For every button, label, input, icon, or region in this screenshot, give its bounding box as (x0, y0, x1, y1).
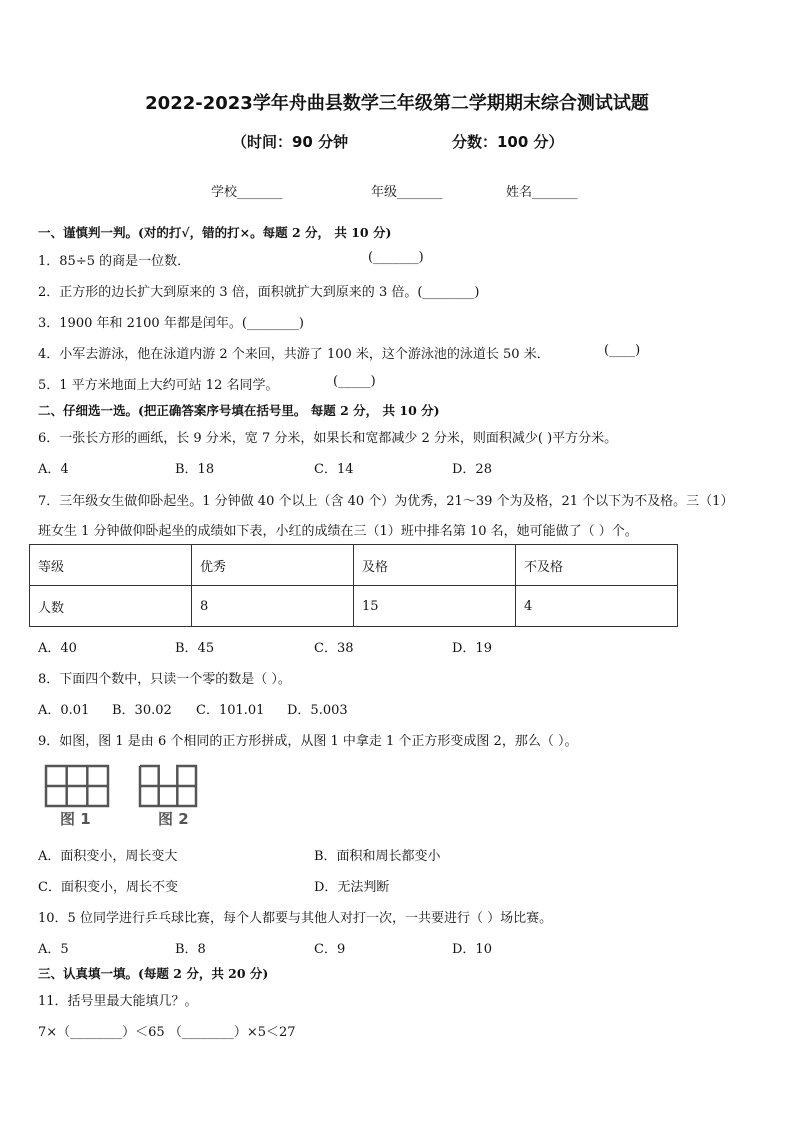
question-10-option-b: B．8 (175, 942, 206, 957)
name-field: 姓名_______ (506, 185, 578, 200)
question-6-option-d: D．28 (452, 462, 492, 477)
question-7-option-a: A．40 (38, 641, 77, 656)
question-10: 10．5 位同学进行乒乓球比赛，每个人都要与其他人对打一次，一共要进行（ ）场比赛。 (38, 911, 553, 926)
question-4: 4．小军去游泳，他在泳道内游 2 个来回，共游了 100 米，这个游泳池的泳道长 50 米． (38, 347, 550, 362)
table-cell: 15 (354, 586, 516, 627)
question-6-option-c: C．14 (314, 462, 354, 477)
question-11-expression: 7×（________）＜65 （________）×5＜27 (38, 1025, 296, 1040)
question-7-line-1: 7．三年级女生做仰卧起坐。1 分钟做 40 个以上（含 40 个）为优秀，21～39 个为及格，21 个以下为不及格。三（1） (38, 494, 734, 509)
question-2: 2．正方形的边长扩大到原来的 3 倍，面积就扩大到原来的 3 倍。(________) (38, 285, 480, 300)
table-cell: 4 (516, 586, 678, 627)
table-cell: 8 (192, 586, 354, 627)
table-row (30, 586, 678, 627)
question-3: 3．1900 年和 2100 年都是闰年。(________) (38, 316, 304, 331)
exam-time: （时间：90 分钟 (232, 133, 349, 151)
section-1-heading: 一、谨慎判一判。(对的打√，错的打×。每题 2 分， 共 10 分) (38, 225, 392, 240)
question-8: 8．下面四个数中，只读一个零的数是（ ）。 (38, 672, 291, 687)
question-10-option-c: C．9 (314, 942, 346, 957)
table-row (30, 545, 678, 586)
exam-score: 分数：100 分） (452, 133, 564, 151)
page-title: 2022-2023学年舟曲县数学三年级第二学期期末综合测试试题 (145, 93, 649, 114)
question-10-option-d: D．10 (452, 942, 492, 957)
question-10-option-a: A．5 (38, 942, 69, 957)
grade-field: 年级_______ (371, 185, 443, 200)
question-9: 9．如图，图 1 是由 6 个相同的正方形拼成，从图 1 中拿走 1 个正方形变成图 2，那么（ ）。 (38, 734, 578, 749)
school-field: 学校_______ (211, 185, 283, 200)
table-header-cell: 及格 (354, 545, 516, 586)
question-11: 11．括号里最大能填几？。 (38, 994, 198, 1009)
question-1-blank: (_______) (368, 250, 424, 265)
figure-1-grid (44, 764, 110, 808)
question-7-option-d: D．19 (452, 641, 492, 656)
question-9-option-d: D．无法判断 (314, 880, 390, 895)
question-9-option-a: A．面积变小，周长变大 (38, 849, 178, 864)
question-8-option-b: B．30.02 (112, 703, 172, 718)
table-header-cell: 优秀 (192, 545, 354, 586)
question-7-line-2: 班女生 1 分钟做仰卧起坐的成绩如下表，小红的成绩在三（1）班中排名第 10 名，她可能做了（ ）个。 (38, 524, 638, 539)
question-1: 1．85÷5 的商是一位数． (38, 254, 191, 269)
table-cell: 人数 (30, 586, 192, 627)
question-7-option-c: C．38 (314, 641, 354, 656)
question-7-option-b: B．45 (175, 641, 215, 656)
question-6-option-b: B．18 (175, 462, 215, 477)
question-4-blank: (____) (604, 343, 641, 358)
figure-2-grid (138, 764, 200, 808)
question-9-option-c: C．面积变小，周长不变 (38, 880, 178, 895)
figure-1-label: 图 1 (60, 810, 91, 828)
question-8-option-d: D．5.003 (287, 703, 348, 718)
question-6: 6．一张长方形的画纸，长 9 分米，宽 7 分米，如果长和宽都减少 2 分米，则面积减少( )平方分米。 (38, 431, 618, 446)
table-header-cell: 等级 (30, 545, 192, 586)
question-5: 5．1 平方米地面上大约可站 12 名同学。 (38, 378, 279, 393)
question-9-option-b: B．面积和周长都变小 (314, 849, 441, 864)
figure-2-label: 图 2 (158, 810, 189, 828)
table-header-cell: 不及格 (516, 545, 678, 586)
section-2-heading: 二、仔细选一选。(把正确答案序号填在括号里。 每题 2 分， 共 10 分) (38, 403, 440, 418)
section-3-heading: 三、认真填一填。(每题 2 分，共 20 分) (38, 966, 269, 981)
grade-table (29, 544, 678, 627)
question-8-option-a: A．0.01 (38, 703, 90, 718)
question-6-option-a: A．4 (38, 462, 69, 477)
question-8-option-c: C．101.01 (196, 703, 265, 718)
question-5-blank: (_____) (333, 374, 376, 389)
